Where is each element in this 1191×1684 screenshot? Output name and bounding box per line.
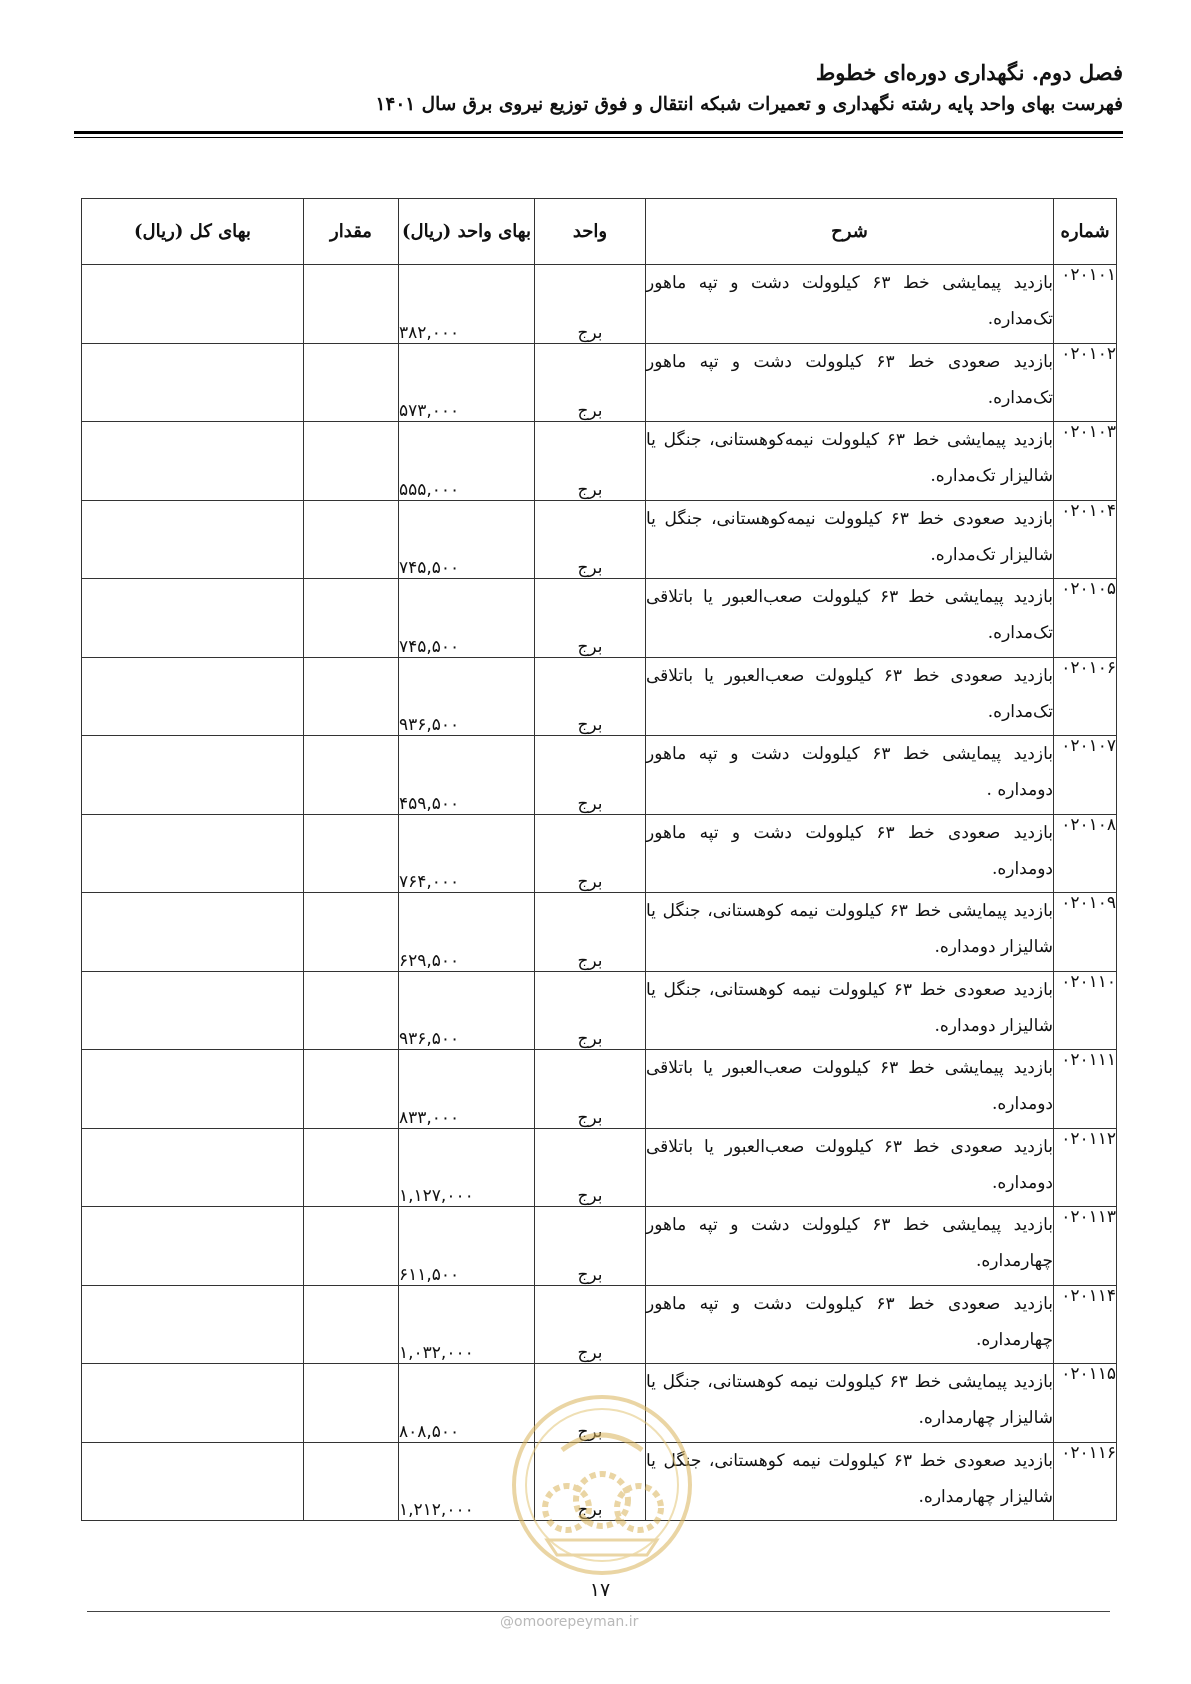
item-unit-price: ۱,۱۲۷,۰۰۰ (399, 1128, 535, 1207)
item-unit: برج (535, 1207, 646, 1286)
item-total-price (82, 971, 304, 1050)
item-total-price (82, 1050, 304, 1129)
item-unit: برج (535, 343, 646, 422)
price-list-table (81, 198, 1117, 1521)
item-description: بازدید صعودی خط ۶۳ کیلوولت دشت و تپه ماهور چهارمداره. (646, 1285, 1054, 1364)
item-unit-price: ۹۳۶,۵۰۰ (399, 971, 535, 1050)
item-unit-price: ۱,۲۱۲,۰۰۰ (399, 1442, 535, 1521)
item-description: بازدید پیمایشی خط ۶۳ کیلوولت دشت و تپه ماهور تک‌مداره. (646, 265, 1054, 344)
page-number: ۱۷ (589, 1579, 611, 1601)
item-unit: برج (535, 500, 646, 579)
chapter-title: فصل دوم. نگهداری دوره‌ای خطوط (815, 60, 1123, 85)
item-code: ۰۲۰۱۰۲ (1054, 343, 1117, 422)
item-description: بازدید صعودی خط ۶۳ کیلوولت نیمه‌کوهستانی، جنگل یا شالیزار تک‌مداره. (646, 500, 1054, 579)
item-total-price (82, 657, 304, 736)
item-unit: برج (535, 1442, 646, 1521)
item-description: بازدید صعودی خط ۶۳ کیلوولت دشت و تپه ماهور دومداره. (646, 814, 1054, 893)
item-quantity (304, 1128, 399, 1207)
item-code: ۰۲۰۱۰۱ (1054, 265, 1117, 344)
table-row (82, 736, 1117, 815)
item-code: ۰۲۰۱۱۰ (1054, 971, 1117, 1050)
page-header (74, 56, 1123, 120)
item-quantity (304, 422, 399, 501)
item-unit-price: ۷۴۵,۵۰۰ (399, 579, 535, 658)
column-header-quantity: مقدار (304, 199, 399, 265)
table-row (82, 1207, 1117, 1286)
item-total-price (82, 1128, 304, 1207)
item-unit: برج (535, 736, 646, 815)
item-quantity (304, 1050, 399, 1129)
item-quantity (304, 1207, 399, 1286)
item-unit: برج (535, 971, 646, 1050)
item-total-price (82, 1207, 304, 1286)
item-unit-price: ۳۸۲,۰۰۰ (399, 265, 535, 344)
table-row (82, 265, 1117, 344)
document-title: فهرست بهای واحد پایه رشته نگهداری و تعمیرات شبکه انتقال و فوق توزیع نیروی برق سال ۱۴۰۱ (375, 94, 1123, 115)
item-unit: برج (535, 1050, 646, 1129)
column-header-code: شماره (1054, 199, 1117, 265)
item-total-price (82, 500, 304, 579)
item-quantity (304, 893, 399, 972)
item-total-price (82, 265, 304, 344)
item-description: بازدید پیمایشی خط ۶۳ کیلوولت صعب‌العبور یا باتلاقی تک‌مداره. (646, 579, 1054, 658)
item-total-price (82, 422, 304, 501)
item-unit: برج (535, 422, 646, 501)
item-unit-price: ۵۷۳,۰۰۰ (399, 343, 535, 422)
item-unit: برج (535, 657, 646, 736)
table-row (82, 579, 1117, 658)
item-description: بازدید پیمایشی خط ۶۳ کیلوولت نیمه کوهستانی، جنگل یا شالیزار دومداره. (646, 893, 1054, 972)
header-rule-thick (74, 131, 1123, 134)
item-total-price (82, 579, 304, 658)
item-quantity (304, 814, 399, 893)
header-rule-thin (74, 137, 1123, 138)
item-description: بازدید صعودی خط ۶۳ کیلوولت صعب‌العبور یا باتلاقی دومداره. (646, 1128, 1054, 1207)
footer-rule (87, 1611, 1110, 1612)
item-code: ۰۲۰۱۰۳ (1054, 422, 1117, 501)
watermark-seal-icon (507, 1390, 697, 1580)
item-quantity (304, 500, 399, 579)
table-row (82, 500, 1117, 579)
item-unit-price: ۷۴۵,۵۰۰ (399, 500, 535, 579)
item-unit-price: ۸۰۸,۵۰۰ (399, 1364, 535, 1443)
item-quantity (304, 265, 399, 344)
table-row (82, 1285, 1117, 1364)
table-row (82, 1050, 1117, 1129)
item-code: ۰۲۰۱۱۴ (1054, 1285, 1117, 1364)
item-description: بازدید صعودی خط ۶۳ کیلوولت دشت و تپه ماهور تک‌مداره. (646, 343, 1054, 422)
item-description: بازدید پیمایشی خط ۶۳ کیلوولت صعب‌العبور یا باتلاقی دومداره. (646, 1050, 1054, 1129)
item-code: ۰۲۰۱۱۳ (1054, 1207, 1117, 1286)
item-unit: برج (535, 1285, 646, 1364)
item-quantity (304, 343, 399, 422)
item-unit-price: ۶۱۱,۵۰۰ (399, 1207, 535, 1286)
item-code: ۰۲۰۱۰۸ (1054, 814, 1117, 893)
item-unit-price: ۱,۰۳۲,۰۰۰ (399, 1285, 535, 1364)
item-total-price (82, 893, 304, 972)
item-code: ۰۲۰۱۰۶ (1054, 657, 1117, 736)
item-total-price (82, 814, 304, 893)
item-unit: برج (535, 1128, 646, 1207)
item-unit: برج (535, 265, 646, 344)
item-unit: برج (535, 814, 646, 893)
item-description: بازدید صعودی خط ۶۳ کیلوولت نیمه کوهستانی، جنگل یا شالیزار چهارمداره. (646, 1442, 1054, 1521)
table-row (82, 422, 1117, 501)
column-header-unit: واحد (535, 199, 646, 265)
item-total-price (82, 1364, 304, 1443)
column-header-unit-price: بهای واحد (ریال) (399, 199, 535, 265)
item-unit: برج (535, 1364, 646, 1443)
table-row (82, 1128, 1117, 1207)
item-unit-price: ۹۳۶,۵۰۰ (399, 657, 535, 736)
item-code: ۰۲۰۱۱۱ (1054, 1050, 1117, 1129)
item-unit: برج (535, 579, 646, 658)
item-quantity (304, 736, 399, 815)
item-unit-price: ۸۳۳,۰۰۰ (399, 1050, 535, 1129)
item-quantity (304, 971, 399, 1050)
item-code: ۰۲۰۱۰۴ (1054, 500, 1117, 579)
item-unit-price: ۶۲۹,۵۰۰ (399, 893, 535, 972)
table-row (82, 814, 1117, 893)
item-code: ۰۲۰۱۰۷ (1054, 736, 1117, 815)
table-row (82, 971, 1117, 1050)
item-code: ۰۲۰۱۱۶ (1054, 1442, 1117, 1521)
item-unit-price: ۷۶۴,۰۰۰ (399, 814, 535, 893)
item-quantity (304, 1442, 399, 1521)
item-description: بازدید صعودی خط ۶۳ کیلوولت نیمه کوهستانی، جنگل یا شالیزار دومداره. (646, 971, 1054, 1050)
item-total-price (82, 736, 304, 815)
item-total-price (82, 1285, 304, 1364)
item-description: بازدید صعودی خط ۶۳ کیلوولت صعب‌العبور یا باتلاقی تک‌مداره. (646, 657, 1054, 736)
item-quantity (304, 657, 399, 736)
item-unit-price: ۵۵۵,۰۰۰ (399, 422, 535, 501)
table-row (82, 657, 1117, 736)
item-code: ۰۲۰۱۰۵ (1054, 579, 1117, 658)
table-header-row (82, 199, 1117, 265)
column-header-description: شرح (646, 199, 1054, 265)
item-description: بازدید پیمایشی خط ۶۳ کیلوولت دشت و تپه ماهور چهارمداره. (646, 1207, 1054, 1286)
table-row (82, 893, 1117, 972)
column-header-total-price: بهای کل (ریال) (82, 199, 304, 265)
item-description: بازدید پیمایشی خط ۶۳ کیلوولت دشت و تپه ماهور دومداره . (646, 736, 1054, 815)
item-unit: برج (535, 893, 646, 972)
watermark-site-text: @omoorepeyman.ir (500, 1614, 639, 1630)
item-code: ۰۲۰۱۰۹ (1054, 893, 1117, 972)
item-description: بازدید پیمایشی خط ۶۳ کیلوولت نیمه‌کوهستانی، جنگل یا شالیزار تک‌مداره. (646, 422, 1054, 501)
item-unit-price: ۴۵۹,۵۰۰ (399, 736, 535, 815)
item-quantity (304, 579, 399, 658)
item-code: ۰۲۰۱۱۲ (1054, 1128, 1117, 1207)
item-description: بازدید پیمایشی خط ۶۳ کیلوولت نیمه کوهستانی، جنگل یا شالیزار چهارمداره. (646, 1364, 1054, 1443)
item-quantity (304, 1364, 399, 1443)
item-code: ۰۲۰۱۱۵ (1054, 1364, 1117, 1443)
item-quantity (304, 1285, 399, 1364)
item-total-price (82, 343, 304, 422)
item-total-price (82, 1442, 304, 1521)
table-row (82, 343, 1117, 422)
